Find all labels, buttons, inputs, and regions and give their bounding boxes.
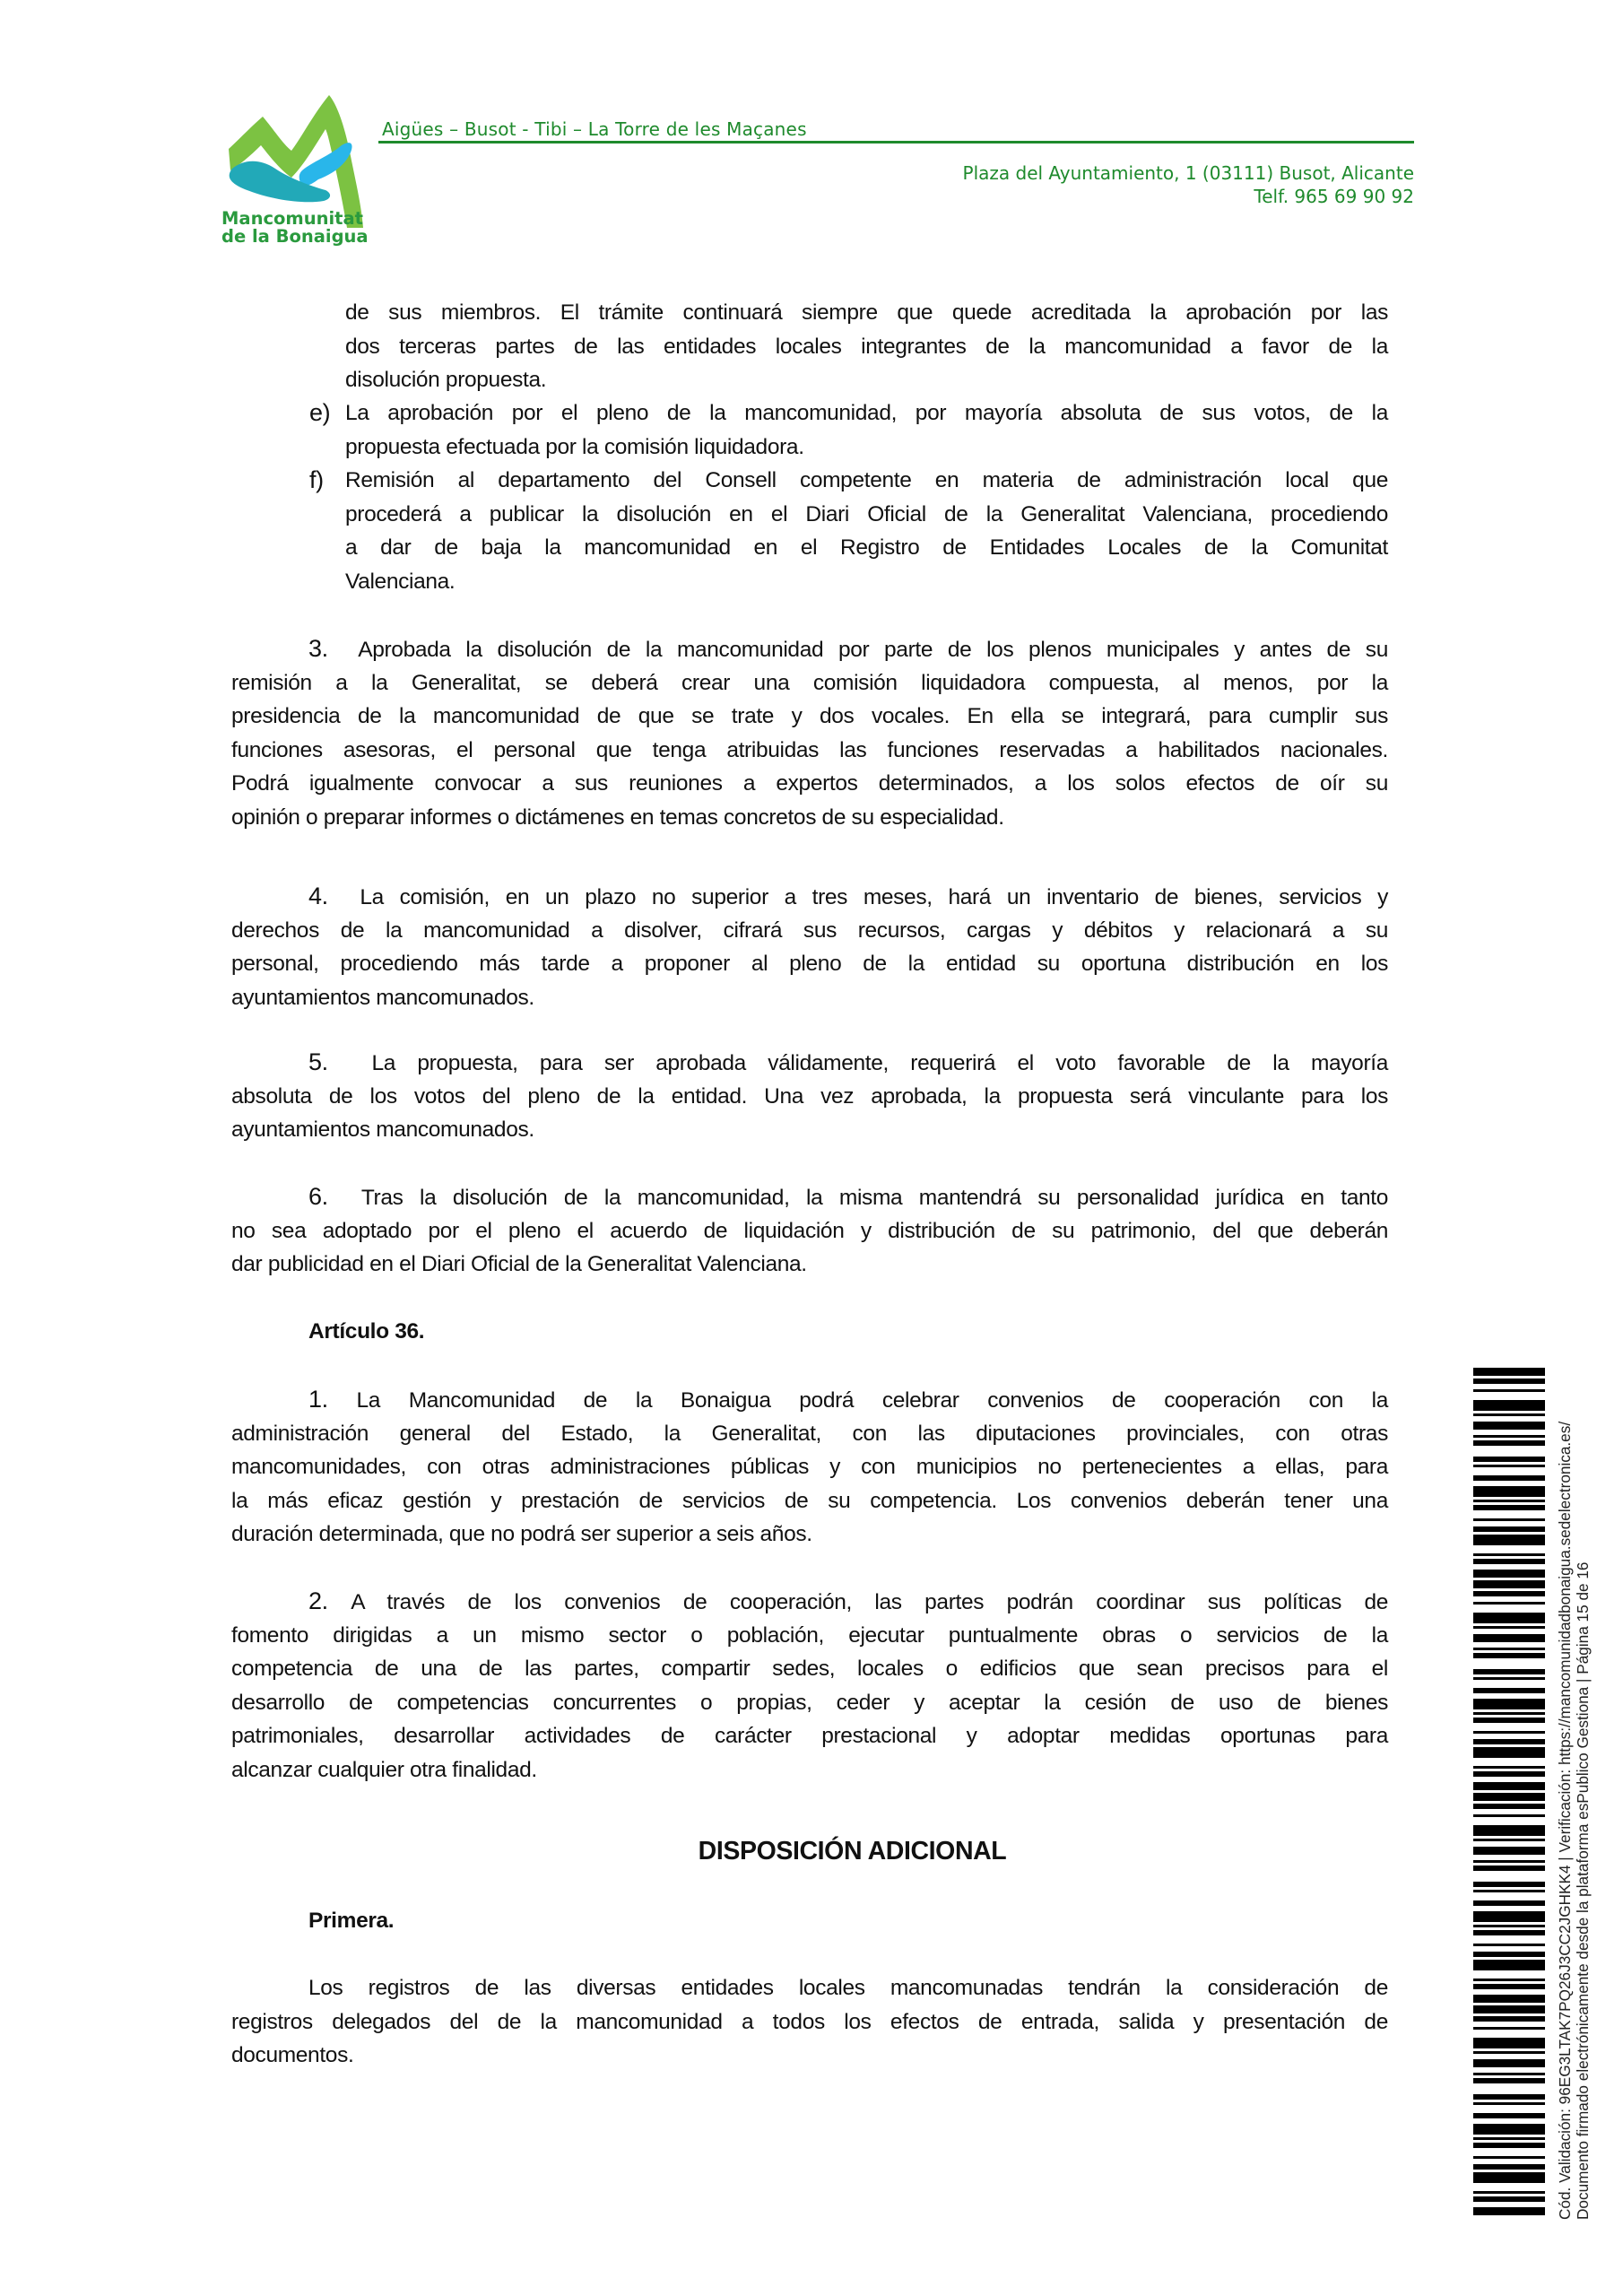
barcode-bar: [1473, 1814, 1545, 1817]
barcode-bar: [1473, 1866, 1545, 1871]
paragraph-number: 2.: [308, 1587, 328, 1614]
barcode-bar: [1473, 1613, 1545, 1623]
barcode-bar: [1473, 1413, 1545, 1416]
list-item-f: [309, 464, 1388, 598]
text-line: La aprobación por el pleno de la mancomunidad, por mayoría absoluta de sus votos, de la: [345, 401, 1388, 425]
text-line: ayuntamientos mancomunados.: [231, 1118, 534, 1142]
barcode-bar: [1473, 1718, 1545, 1723]
barcode-bar: [1473, 1839, 1545, 1841]
barcode-bar: [1473, 1860, 1545, 1863]
primera-title: Primera.: [308, 1909, 395, 1933]
paragraph-number: 3.: [308, 635, 328, 662]
barcode-bar: [1473, 2027, 1545, 2030]
text-line: personal, procediendo más tarde a proponer al pleno de la entidad su oportuna distribución en los: [231, 952, 1388, 976]
barcode-bar: [1473, 2102, 1545, 2105]
verification-barcode: [1473, 1368, 1545, 2215]
barcode-bar: [1473, 1952, 1545, 1957]
text-line: la más eficaz gestión y prestación de servicios de su competencia. Los convenios deberán tener una: [231, 1488, 1388, 1513]
barcode-bar: [1473, 1677, 1545, 1680]
text-line: de sus miembros. El trámite continuará siempre que quede acreditada la aprobación por las: [345, 300, 1388, 325]
section-heading: DISPOSICIÓN ADICIONAL: [698, 1837, 1007, 1866]
paragraph-3: [231, 632, 1388, 834]
barcode-bar: [1473, 1930, 1545, 1935]
text-line-first: [231, 1383, 1388, 1417]
barcode-bar: [1473, 1944, 1545, 1946]
text-run: Tras la disolución de la mancomunidad, la misma mantendrá su personalidad jurídica en tanto: [360, 1186, 1388, 1210]
barcode-bar: [1473, 2172, 1545, 2183]
text-run: Aprobada la disolución de la mancomunidad por parte de los plenos municipales y antes de su: [358, 638, 1388, 662]
text-line: Valenciana.: [345, 569, 456, 594]
barcode-bar: [1473, 1634, 1545, 1642]
header-address: Plaza del Ayuntamiento, 1 (03111) Busot, Alicante: [962, 162, 1414, 184]
barcode-bar: [1473, 1960, 1545, 1970]
barcode-bar: [1473, 1766, 1545, 1769]
article-36-paragraph-2: [231, 1585, 1388, 1787]
text-line: registros delegados del de la mancomunidad a todos los efectos de entrada, salida y presentación de: [231, 2009, 1388, 2034]
text-line: patrimoniales, desarrollar actividades de carácter prestacional y adoptar medidas oportunas para: [231, 1724, 1388, 1748]
text-line: Los registros de las diversas entidades locales mancomunadas tendrán la consideración de: [308, 1976, 1388, 2000]
logo-graphic-icon: [220, 93, 372, 246]
logo-text-line2: de la Bonaigua: [221, 226, 369, 246]
text-line: documentos.: [231, 2043, 354, 2067]
paragraph-4: [231, 880, 1388, 1014]
text-line: Remisión al departamento del Consell competente en materia de administración local que: [345, 468, 1388, 492]
text-line: dar publicidad en el Diari Oficial de la Generalitat Valenciana.: [231, 1252, 807, 1276]
text-line: disolución propuesta.: [345, 368, 547, 392]
barcode-bar: [1473, 2038, 1545, 2048]
barcode-bar: [1473, 1747, 1545, 1758]
barcode-bar: [1473, 1825, 1545, 1836]
text-run: La propuesta, para ser aprobada válidamente, requerirá el voto favorable de la mayoría: [371, 1051, 1388, 1075]
barcode-bar: [1473, 1626, 1545, 1629]
barcode-bar: [1473, 2191, 1545, 2194]
barcode-bar: [1473, 1782, 1545, 1790]
text-line: derechos de la mancomunidad a disolver, cifrará sus recursos, cargas y débitos y relacionará a su: [231, 918, 1388, 943]
text-run: La comisión, en un plazo no superior a tres meses, hará un inventario de bienes, servicios y: [360, 885, 1388, 909]
barcode-bar: [1473, 1570, 1545, 1578]
paragraph-5: [231, 1046, 1388, 1147]
text-line: procederá a publicar la disolución en el Diari Oficial de la Generalitat Valenciana, procediendo: [345, 501, 1388, 526]
barcode-bar: [1473, 1699, 1545, 1709]
text-line: ayuntamientos mancomunados.: [231, 985, 534, 1010]
barcode-bar: [1473, 1793, 1545, 1801]
barcode-bar: [1473, 2005, 1545, 2013]
paragraph-number: 6.: [308, 1183, 328, 1210]
barcode-bar: [1473, 1882, 1545, 1887]
barcode-bar: [1473, 2207, 1545, 2215]
text-line: funciones asesoras, el personal que tenga atribuidas las funciones reservadas a habilitados nacionales.: [231, 737, 1388, 762]
barcode-bar: [1473, 2137, 1545, 2140]
text-line-first: [231, 632, 1388, 666]
text-line: presidencia de la mancomunidad de que se trate y dos vocales. En ella se integrará, para cumplir sus: [231, 704, 1388, 728]
barcode-bar: [1473, 2016, 1545, 2022]
barcode-bar: [1473, 2078, 1545, 2083]
barcode-bar: [1473, 1712, 1545, 1715]
barcode-bar: [1473, 1804, 1545, 1809]
barcode-icon: [1473, 1368, 1545, 2215]
barcode-bar: [1473, 1400, 1545, 1411]
barcode-bar: [1473, 1475, 1545, 1481]
barcode-bar: [1473, 2051, 1545, 2054]
barcode-bar: [1473, 1984, 1545, 1989]
text-run: A través de los convenios de cooperación, las partes podrán coordinar sus políticas de: [351, 1590, 1388, 1614]
barcode-bar: [1473, 1559, 1545, 1564]
text-line: absoluta de los votos del pleno de la entidad. Una vez aprobada, la propuesta será vinculante para los: [231, 1083, 1388, 1109]
text-line: Podrá igualmente convocar a sus reuniones a expertos determinados, a los solos efectos de oír su: [231, 771, 1388, 796]
article-title: Artículo 36.: [308, 1319, 425, 1344]
logo-text-line1: Mancomunitat: [221, 208, 363, 229]
barcode-bar: [1473, 1771, 1545, 1777]
text-line: alcanzar cualquier otra finalidad.: [231, 1757, 537, 1782]
text-line: dos terceras partes de las entidades locales integrantes de la mancomunidad a favor de la: [345, 334, 1388, 359]
barcode-bar: [1473, 1995, 1545, 2003]
header-phone: Telf. 965 69 90 92: [1254, 186, 1414, 207]
barcode-bar: [1473, 1518, 1545, 1521]
barcode-bar: [1473, 1389, 1545, 1392]
header-towns: Aigües – Busot - Tibi – La Torre de les Maçanes: [382, 118, 807, 140]
barcode-bar: [1473, 1731, 1545, 1734]
barcode-bar: [1473, 2059, 1545, 2067]
text-line: no sea adoptado por el pleno el acuerdo de liquidación y distribución de su patrimonio, del que deberán: [231, 1218, 1388, 1243]
barcode-bar: [1473, 1435, 1545, 1438]
text-line: a dar de baja la mancomunidad en el Registro de Entidades Locales de la Comunitat: [345, 535, 1388, 560]
primera-paragraph: [231, 1971, 1388, 2073]
barcode-bar: [1473, 2113, 1545, 2118]
barcode-bar: [1473, 2196, 1545, 2202]
barcode-bar: [1473, 1911, 1545, 1922]
text-line: opinión o preparar informes o dictámenes en temas concretos de su especialidad.: [231, 804, 1004, 830]
barcode-bar: [1473, 2164, 1545, 2170]
text-line: duración determinada, que no podrá ser superior a seis años.: [231, 1522, 812, 1546]
barcode-bar: [1473, 1653, 1545, 1658]
text-run: La Mancomunidad de la Bonaigua podrá celebrar convenios de cooperación con la: [356, 1388, 1388, 1413]
verification-text: [1556, 1359, 1592, 2220]
barcode-bar: [1473, 1925, 1545, 1927]
barcode-bar: [1473, 2124, 1545, 2135]
barcode-bar: [1473, 1505, 1545, 1510]
paragraph-number: 5.: [308, 1048, 328, 1075]
barcode-bar: [1473, 1648, 1545, 1650]
text-line-first: [231, 880, 1388, 914]
verification-code-line: Cód. Validación: 96EG3LTAK7PQ26J3CC2JGHKK4 | Verificación: https://mancomunidadbonaigua.sedelectronica.es/: [1556, 1421, 1574, 2220]
header-contact: [963, 161, 1414, 208]
barcode-bar: [1473, 1457, 1545, 1462]
list-label: e): [309, 399, 331, 426]
barcode-bar: [1473, 1378, 1545, 1384]
barcode-bar: [1473, 1669, 1545, 1674]
text-line: remisión a la Generalitat, se deberá crear una comisión liquidadora compuesta, al menos, por la: [231, 670, 1388, 695]
list-item-e: [309, 396, 1388, 464]
mancomunitat-logo: [220, 93, 372, 246]
text-line: propuesta efectuada por la comisión liquidadora.: [345, 434, 804, 459]
barcode-bar: [1473, 2156, 1545, 2159]
text-line: desarrollo de competencias concurrentes o propias, ceder y aceptar la cesión de uso de bienes: [231, 1690, 1388, 1715]
barcode-bar: [1473, 1591, 1545, 1596]
article-36-paragraph-1: [231, 1383, 1388, 1552]
paragraph-number: 1.: [308, 1386, 328, 1413]
text-line-first: [231, 1585, 1388, 1619]
barcode-bar: [1473, 1979, 1545, 1981]
text-line: administración general del Estado, la Generalitat, con las diputaciones provinciales, con otras: [231, 1421, 1388, 1446]
text-line: competencia de una de las partes, compartir sedes, locales o edificios que sean precisos para el: [231, 1657, 1388, 1681]
header-divider: [378, 141, 1414, 144]
barcode-bar: [1473, 1688, 1545, 1693]
text-line: fomento dirigidas a un mismo sector o población, ejecutar puntualmente obras o servicios de la: [231, 1622, 1388, 1648]
barcode-bar: [1473, 1422, 1545, 1430]
barcode-bar: [1473, 1440, 1545, 1446]
barcode-bar: [1473, 1368, 1545, 1376]
barcode-bar: [1473, 1580, 1545, 1588]
barcode-bar: [1473, 1535, 1545, 1545]
barcode-bar: [1473, 1847, 1545, 1855]
barcode-bar: [1473, 1526, 1545, 1532]
item-d-continued: [345, 296, 1388, 397]
list-label: f): [309, 466, 324, 493]
barcode-bar: [1473, 2073, 1545, 2075]
text-line-first: [231, 1046, 1388, 1080]
barcode-bar: [1473, 2143, 1545, 2148]
barcode-bar: [1473, 1900, 1545, 1906]
paragraph-6: [231, 1180, 1388, 1282]
barcode-bar: [1473, 2094, 1545, 2100]
barcode-bar: [1473, 1500, 1545, 1502]
verification-platform-line: Documento firmado electrónicamente desde la plataforma esPublico Gestiona | Página 15 de 16: [1574, 1561, 1592, 2220]
barcode-bar: [1473, 1602, 1545, 1605]
text-line: mancomunidades, con otras administraciones públicas y con municipios no pertenecientes a ellas, para: [231, 1455, 1388, 1479]
barcode-bar: [1473, 1465, 1545, 1467]
barcode-bar: [1473, 1739, 1545, 1744]
paragraph-number: 4.: [308, 883, 328, 909]
text-line-first: [231, 1180, 1388, 1214]
barcode-bar: [1473, 1553, 1545, 1556]
barcode-bar: [1473, 1486, 1545, 1497]
barcode-bar: [1473, 1890, 1545, 1892]
